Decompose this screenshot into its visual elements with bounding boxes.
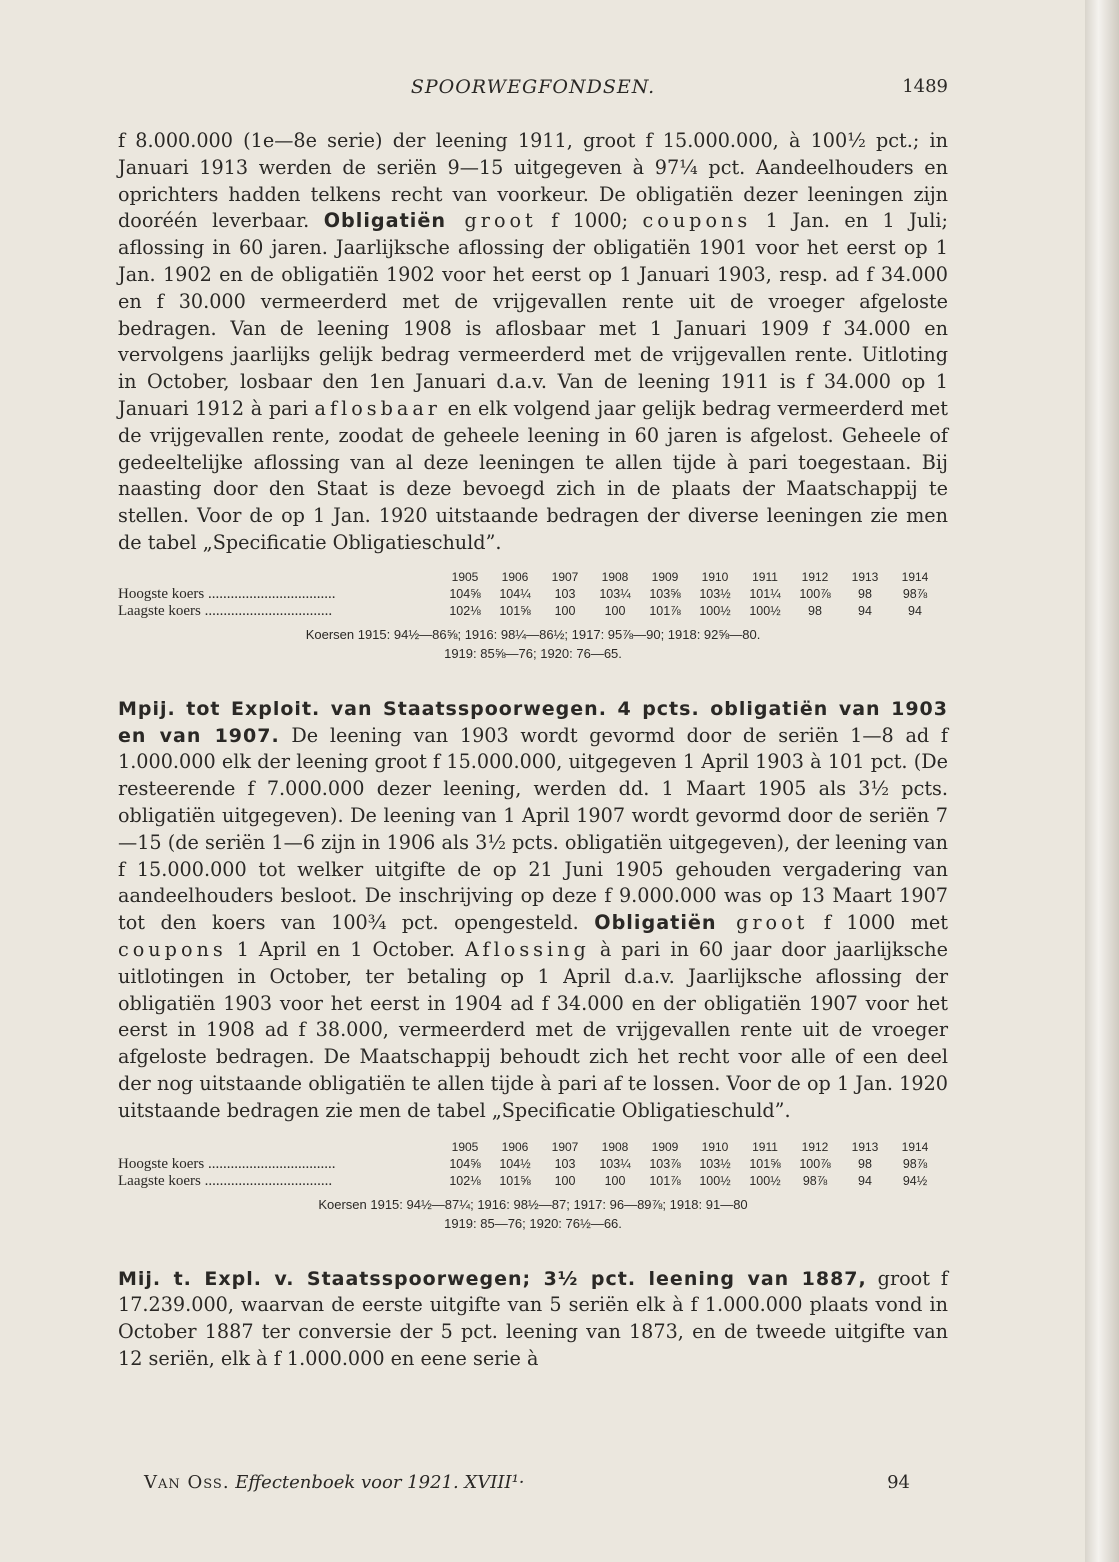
year-cell: 1909 — [651, 569, 679, 584]
price-cell: 103½ — [699, 1156, 731, 1171]
price-cell: 100 — [554, 1173, 576, 1188]
section2-hoogste-row — [118, 1156, 948, 1173]
section2-koersen-line-2: 1919: 85—76; 1920: 76½—66. — [444, 1215, 622, 1231]
price-cell: 94 — [858, 1173, 872, 1188]
year-cell: 1913 — [851, 1139, 879, 1154]
price-cell: 101⅝ — [499, 603, 531, 618]
section1-text-2: f 1000; — [536, 209, 643, 233]
section1-paragraph — [118, 128, 948, 557]
section2-aflossing-word: Aflossing — [465, 937, 590, 961]
price-cell: 102⅛ — [449, 1173, 481, 1188]
price-cell: 100 — [604, 603, 626, 618]
running-title: SPOORWEGFONDSEN. — [410, 76, 656, 98]
price-cell: 103⅝ — [649, 586, 681, 601]
year-cell: 1913 — [851, 569, 879, 584]
section1-hoogste-row — [118, 586, 948, 603]
section2-coupons-word: coupons — [118, 937, 227, 961]
section1-text-3: 1 Jan. en 1 Juli; aflossing in 60 jaren. Jaarlijksche aflossing der obligatiën 1901 voor het eerst op 1 Jan. 1902 en de obligatiën 1902 voor het eerst op 1 Januari 1903, resp. ad f 34.000 en f 30.000 vermeerderd met de vrijgevallen rente uit de vroeger afgeloste bedragen. Van de leening 1908 is aflosbaar met 1 Januari 1909 f 34.000 en vervolgens jaarlijks gelijk bedrag vermeerderd met de vrijgevallen rente. Uitloting in October, losbaar den 1en Januari d.a.v. Van de leening 1911 is f 34.000 op 1 Januari 1912 à pari — [118, 209, 949, 420]
row-label: Laagste koers .................................. — [118, 1172, 333, 1189]
page-header — [118, 76, 948, 104]
price-cell: 98 — [858, 1156, 872, 1171]
page-footer — [118, 1472, 948, 1498]
price-cell: 98 — [858, 586, 872, 601]
footer-imprint — [144, 1472, 525, 1493]
section2-price-table — [118, 1139, 948, 1232]
price-cell: 100½ — [749, 603, 781, 618]
price-cell: 103 — [554, 1156, 576, 1171]
price-cell: 102⅛ — [449, 603, 481, 618]
year-cell: 1908 — [601, 1139, 629, 1154]
price-cell: 103¼ — [599, 1156, 631, 1171]
row-label: Laagste koers .................................. — [118, 602, 333, 619]
price-cell: 100½ — [699, 603, 731, 618]
book-page-edge — [1085, 0, 1119, 1562]
price-cell: 100 — [604, 1173, 626, 1188]
year-cell: 1907 — [551, 1139, 579, 1154]
year-cell: 1905 — [451, 1139, 479, 1154]
section1-text-1: f 8.000.000 (1e—8e serie) der leening 1911, groot f 15.000.000, à 100½ pct.; in Januari 1913 werden de seriën 9—15 uitgegeven à 97¼ pct. Aandeelhouders en oprichters hadden telkens recht van voorkeur. De obligatiën dezer leeningen zijn dooréén leverbaar. — [118, 129, 948, 233]
section2-groot-word: groot — [716, 911, 809, 935]
year-cell: 1906 — [501, 1139, 529, 1154]
section1-year-row — [118, 569, 948, 586]
price-cell: 100 — [554, 603, 576, 618]
price-cell: 104⅝ — [449, 586, 481, 601]
section1-aflosbaar-word: aflosbaar — [314, 396, 441, 420]
section2-year-row — [118, 1139, 948, 1156]
price-cell: 98⅞ — [902, 1156, 928, 1171]
year-cell: 1911 — [752, 569, 778, 584]
footer-sheet-number: 94 — [887, 1472, 910, 1493]
year-cell: 1908 — [601, 569, 629, 584]
price-cell: 101⅝ — [749, 1156, 781, 1171]
year-cell: 1906 — [501, 569, 529, 584]
section3-heading: Mij. t. Expl. v. Staatsspoorwegen; 3½ pct. leening van 1887, — [118, 1267, 867, 1290]
section1-obligatien-label: Obligatiën — [323, 209, 447, 233]
year-cell: 1911 — [752, 1139, 778, 1154]
section1-koersen-line-1: Koersen 1915: 94½—86⅝; 1916: 98¼—86½; 1917: 95⅞—90; 1918: 92⅝—80. — [305, 626, 761, 642]
price-cell: 103½ — [699, 586, 731, 601]
section3-paragraph — [118, 1266, 948, 1373]
section2-laagste-row — [118, 1173, 948, 1190]
section2-text-1: De leening van 1903 wordt gevormd door de seriën 1—8 ad f 1.000.000 elk der leening groot f 15.000.000, uitgegeven 1 April 1903 à 101 pct. (De resteerende f 7.000.000 dezer leening, werden dd. 1 Maart 1905 als 3½ pcts. obligatiën uitgegeven). De leening van 1 April 1907 wordt gevormd door de seriën 7—15 (de seriën 1—6 zijn in 1906 als 3½ pcts. obligatiën uitgegeven), der leening van f 15.000.000 tot welker uitgifte de op 21 Juni 1905 gehouden vergadering van aandeelhouders besloot. De inschrijving op deze f 9.000.000 was op 13 Maart 1907 tot den koers van 100¾ pct. opengesteld. — [118, 723, 948, 935]
price-cell: 101⅞ — [649, 1173, 681, 1188]
section1-groot-word: groot — [446, 209, 537, 233]
section2-obligatien-label: Obligatiën — [594, 911, 717, 935]
section1-laagste-row — [118, 603, 948, 620]
section1-koersen-line-2: 1919: 85⅝—76; 1920: 76—65. — [444, 645, 622, 661]
section2-heading: Mpij. tot Exploit. van Staatsspoorwegen. 4 pcts. obligatiën van 1903 en van 1907. — [118, 697, 948, 747]
price-cell: 98 — [808, 603, 822, 618]
year-cell: 1914 — [901, 569, 929, 584]
price-cell: 101⅞ — [649, 603, 681, 618]
section1-price-table — [118, 569, 948, 662]
row-label: Hoogste koers .................................. — [118, 1155, 336, 1172]
section1-coupons-word: coupons — [642, 209, 752, 233]
price-cell: 100½ — [749, 1173, 781, 1188]
section2-koersen-line-1: Koersen 1915: 94½—87¼; 1916: 98½—87; 1917: 96—89⅞; 1918: 91—80 — [318, 1196, 748, 1212]
year-cell: 1905 — [451, 569, 479, 584]
page-number: 1489 — [902, 76, 948, 97]
row-label: Hoogste koers .................................. — [118, 585, 336, 602]
price-cell: 104¼ — [499, 586, 531, 601]
footer-book-title: Effectenboek voor 1921. XVIII¹· — [229, 1472, 525, 1493]
price-cell: 101⅝ — [499, 1173, 531, 1188]
section2-text-2: f 1000 met — [808, 911, 949, 935]
price-cell: 100½ — [699, 1173, 731, 1188]
year-cell: 1910 — [701, 1139, 729, 1154]
year-cell: 1912 — [801, 569, 829, 584]
section3-text-1: groot f 17.239.000, waarvan de eerste uitgifte van 5 seriën elk à f 1.000.000 plaats vond in October 1887 ter conversie der 5 pct. leening van 1873, en de tweede uitgifte van 12 seriën, elk à f 1.000.000 en eene serie à — [118, 1266, 948, 1370]
year-cell: 1910 — [701, 569, 729, 584]
price-cell: 100⅞ — [799, 586, 831, 601]
year-cell: 1907 — [551, 569, 579, 584]
price-cell: 103¼ — [599, 586, 631, 601]
section1-text-4: en elk volgend jaar gelijk bedrag vermeerderd met de vrijgevallen rente, zoodat de geheele leening in 60 jaren is afgelost. Geheele of gedeeltelijke aflossing van al deze leeningen te allen tijde à pari toegestaan. Bij naasting door den Staat is deze bevoegd zich in de plaats der Maatschappij te stellen. Voor de op 1 Jan. 1920 uitstaande bedragen der diverse leeningen zie men de tabel „Specificatie Obligatieschuld”. — [118, 396, 948, 554]
price-cell: 103⅞ — [649, 1156, 681, 1171]
year-cell: 1912 — [801, 1139, 829, 1154]
price-cell: 94 — [908, 603, 922, 618]
price-cell: 104½ — [499, 1156, 531, 1171]
price-cell: 94 — [858, 603, 872, 618]
price-cell: 100⅞ — [799, 1156, 831, 1171]
price-cell: 103 — [554, 586, 576, 601]
year-cell: 1909 — [651, 1139, 679, 1154]
price-cell: 101¼ — [749, 586, 781, 601]
price-cell: 94½ — [902, 1173, 928, 1188]
section2-paragraph — [118, 696, 948, 1125]
page-content — [118, 128, 948, 1373]
section2-text-3: 1 April en 1 October. — [226, 937, 466, 961]
year-cell: 1914 — [901, 1139, 929, 1154]
section2-text-4: à pari in 60 jaar door jaarlijksche uitlotingen in October, ter betaling op 1 April d.a.v. Jaarlijksche aflossing der obligatiën 1903 voor het eerst in 1904 ad f 34.000 en der obligatiën 1907 voor het eerst in 1908 ad f 38.000, vermeerderd met de vrijgevallen rente uit de vroeger afgeloste bedragen. De Maatschappij behoudt zich het recht voor alle of een deel der nog uitstaande obligatiën te allen tijde à pari af te lossen. Voor de op 1 Jan. 1920 uitstaande bedragen zie men de tabel „Specificatie Obligatieschuld”. — [118, 937, 948, 1122]
footer-publisher: Van Oss. — [144, 1472, 230, 1493]
price-cell: 104⅝ — [449, 1156, 481, 1171]
price-cell: 98⅞ — [902, 586, 928, 601]
price-cell: 98⅞ — [802, 1173, 828, 1188]
